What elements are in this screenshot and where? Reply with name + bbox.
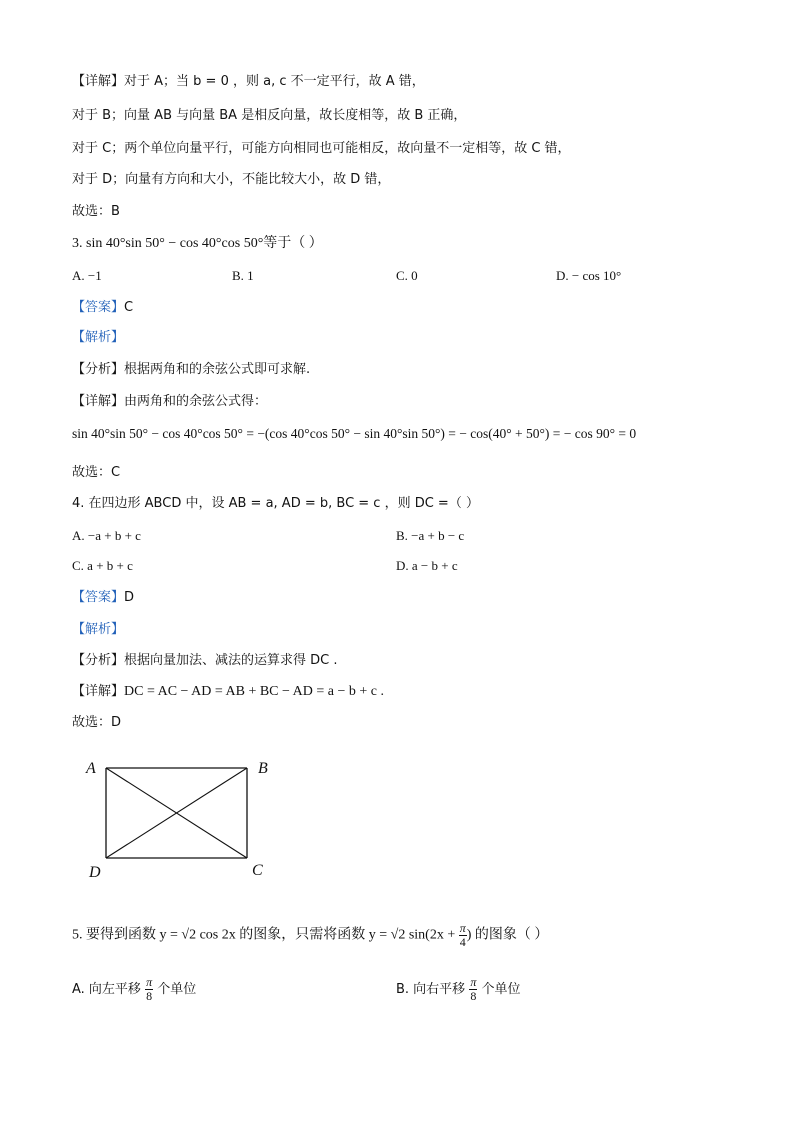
explain-line-4: 对于 D；向量有方向和大小，不能比较大小，故 D 错， <box>72 172 391 187</box>
q4-answer-line <box>72 588 134 608</box>
q5-stem-post: ) 的图象（ ） <box>466 927 549 943</box>
q4-option-a: A. −a + b + c <box>72 528 141 543</box>
q4-xiangjie-line <box>72 682 384 702</box>
q3-analysis-tag: 【解析】 <box>72 330 125 345</box>
q3-fenxi-tag: 【分析】 <box>72 362 125 377</box>
choose-line-prev: 故选：B <box>72 204 120 219</box>
q5-stem-frac-den: 4 <box>459 935 466 949</box>
q5-option-b <box>396 976 520 1003</box>
q5-option-a-fraction <box>145 976 153 1003</box>
q5-stem-frac-num: π <box>459 921 466 935</box>
q5-option-b-post: 个单位 <box>477 982 521 997</box>
label-b: B <box>258 760 268 777</box>
label-d: D <box>89 864 101 881</box>
q4-option-c: C. a + b + c <box>72 558 133 573</box>
q4-analysis-tag: 【解析】 <box>72 622 125 637</box>
q5-option-a-frac-num: π <box>146 975 153 989</box>
q4-answer: D <box>124 590 135 605</box>
q3-option-a: A. −1 <box>72 268 102 283</box>
q3-xiangjie: 由两角和的余弦公式得： <box>124 394 268 409</box>
label-a: A <box>86 760 96 777</box>
q4-option-d: D. a − b + c <box>396 558 458 573</box>
q5-option-b-pre: B. 向右平移 <box>396 982 470 997</box>
explain-line-2: 对于 B；向量 AB 与向量 BA 是相反向量，故长度相等，故 B 正确， <box>72 108 467 123</box>
q3-answer-line <box>72 298 133 318</box>
q3-choose: 故选：C <box>72 465 121 480</box>
q4-xiangjie: DC = AC − AD = AB + BC − AD = a − b + c . <box>124 684 384 699</box>
q5-option-a-post: 个单位 <box>153 982 197 997</box>
label-c: C <box>252 862 263 879</box>
q3-fenxi: 根据两角和的余弦公式即可求解. <box>124 362 311 377</box>
explain-line-3: 对于 C；两个单位向量平行，可能方向相同也可能相反，故向量不一定相等，故 C 错， <box>72 141 571 156</box>
q5-option-a-frac-den: 8 <box>146 989 153 1003</box>
q3-analysis-line <box>72 328 124 348</box>
q5-stem-fraction <box>459 922 467 949</box>
q5-option-b-frac-den: 8 <box>470 989 477 1003</box>
q3-fenxi-line <box>72 360 310 380</box>
q3-answer: C <box>124 300 134 315</box>
q4-fenxi-tag: 【分析】 <box>72 653 125 668</box>
q3-xiangjie-line <box>72 392 267 412</box>
q3-answer-tag: 【答案】 <box>72 300 125 315</box>
q3-option-c: C. 0 <box>396 268 418 283</box>
q4-answer-tag: 【答案】 <box>72 590 125 605</box>
q5-stem-pre: 5. 要得到函数 y = √2 cos 2x 的图象，只需将函数 y = √2 sin(2x + <box>72 927 459 943</box>
q5-option-a-pre: A. 向左平移 <box>72 982 146 997</box>
q4-analysis-line <box>72 620 124 640</box>
q4-fenxi: 根据向量加法、减法的运算求得 DC . <box>124 653 338 668</box>
quadrilateral-figure <box>82 755 282 885</box>
q3-formula: sin 40°sin 50° − cos 40°cos 50° = −(cos 40°cos 50° − sin 40°sin 50°) = − cos(40° + 50°) = − cos 90° = 0 <box>72 426 637 441</box>
q3-stem: 3. sin 40°sin 50° − cos 40°cos 50°等于（ ） <box>72 236 323 251</box>
q4-xiangjie-tag: 【详解】 <box>72 684 125 699</box>
q4-choose: 故选：D <box>72 715 122 730</box>
q5-stem <box>72 922 548 949</box>
q4-option-b: B. −a + b − c <box>396 528 465 543</box>
q5-option-a <box>72 976 196 1003</box>
q5-option-b-frac-num: π <box>470 975 477 989</box>
q4-fenxi-line <box>72 651 338 671</box>
explain-line-1: 【详解】对于 A；当 b = 0 ，则 a, c 不一定平行，故 A 错， <box>72 74 425 89</box>
q3-option-b: B. 1 <box>232 268 254 283</box>
q4-stem: 4. 在四边形 ABCD 中，设 AB = a, AD = b, BC = c ，则 DC =（ ） <box>72 496 479 511</box>
q3-option-d: D. − cos 10° <box>556 268 622 283</box>
q3-xiangjie-tag: 【详解】 <box>72 394 125 409</box>
